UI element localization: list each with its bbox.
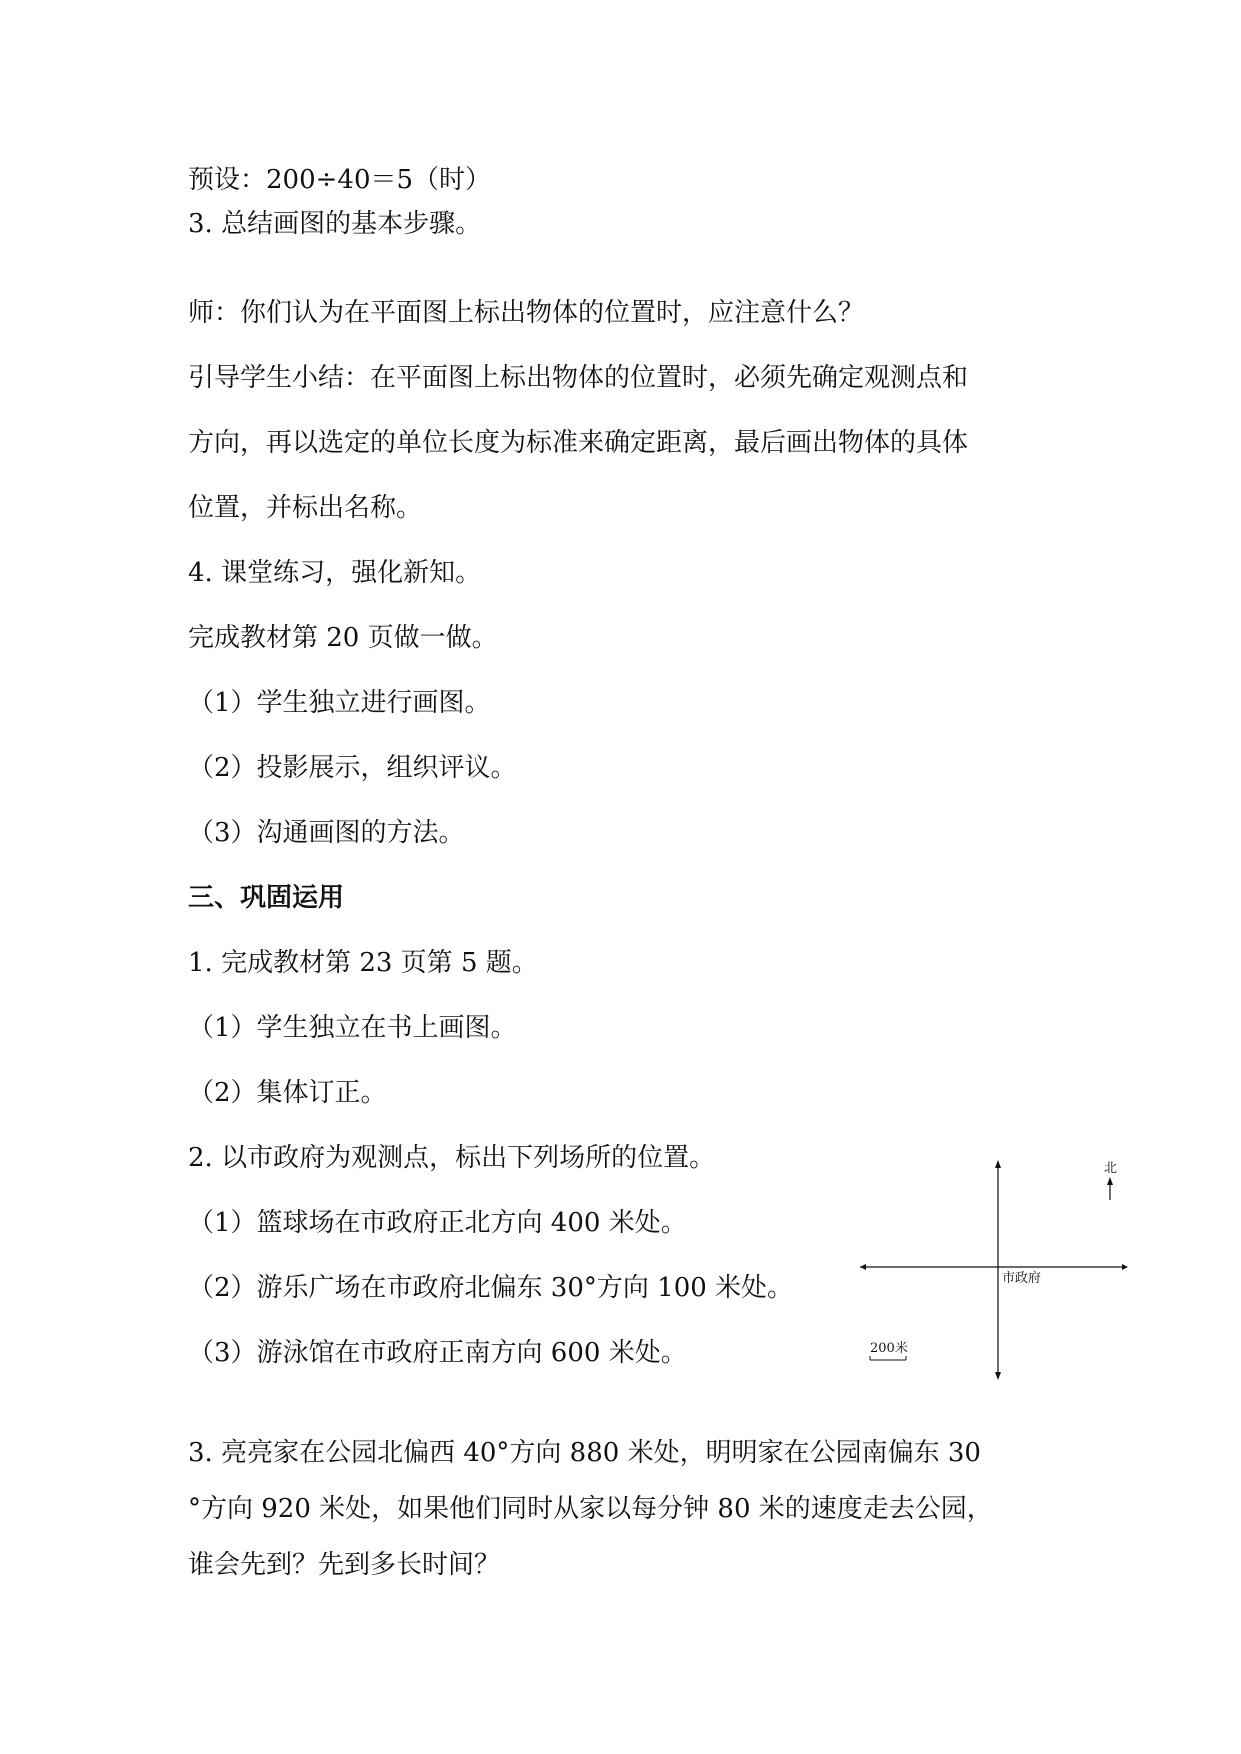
center-label: 市政府 [1002, 1271, 1042, 1286]
section-heading: 三、巩固运用 [188, 883, 345, 913]
text-line: 1. 完成教材第 23 页第 5 题。 [188, 948, 538, 978]
scale-label: 200米 [870, 1341, 908, 1356]
text-line: （3）游泳馆在市政府正南方向 600 米处。 [188, 1338, 687, 1368]
text-line: （3）沟通画图的方法。 [188, 818, 465, 848]
text-line: °方向 920 米处，如果他们同时从家以每分钟 80 米的速度走去公园， [188, 1494, 993, 1524]
text-line: 3. 总结画图的基本步骤。 [188, 209, 482, 239]
text-line: （1）学生独立进行画图。 [188, 688, 491, 718]
text-line: 完成教材第 20 页做一做。 [188, 623, 498, 653]
text-line: （2）集体订正。 [188, 1078, 387, 1108]
south-axis-arrow-icon [995, 1372, 1001, 1380]
text-line: 位置，并标出名称。 [188, 493, 423, 523]
location-diagram [860, 1160, 1130, 1385]
text-line: 预设：200÷40＝5（时） [188, 165, 492, 195]
text-line: 谁会先到？先到多长时间？ [188, 1550, 501, 1580]
text-line: 4. 课堂练习，强化新知。 [188, 558, 482, 588]
text-line: （1）学生独立在书上画图。 [188, 1013, 517, 1043]
east-arrow-icon [1122, 1264, 1128, 1270]
north-axis-arrow-icon [995, 1160, 1001, 1168]
text-line: 2. 以市政府为观测点，标出下列场所的位置。 [188, 1143, 716, 1173]
text-line: （2）投影展示，组织评议。 [188, 753, 517, 783]
west-arrow-icon [860, 1264, 866, 1270]
text-line: 引导学生小结：在平面图上标出物体的位置时，必须先确定观测点和 [188, 363, 969, 393]
text-line: 师：你们认为在平面图上标出物体的位置时，应注意什么？ [188, 298, 865, 328]
text-line: （2）游乐广场在市政府北偏东 30°方向 100 米处。 [188, 1273, 794, 1303]
text-line: 3. 亮亮家在公园北偏西 40°方向 880 米处，明明家在公园南偏东 30 [188, 1438, 981, 1468]
text-line: 方向，再以选定的单位长度为标准来确定距离，最后画出物体的具体 [188, 428, 969, 458]
north-label: 北 [1104, 1161, 1118, 1176]
text-line: （1）篮球场在市政府正北方向 400 米处。 [188, 1208, 687, 1238]
north-arrow-icon [1107, 1177, 1113, 1185]
